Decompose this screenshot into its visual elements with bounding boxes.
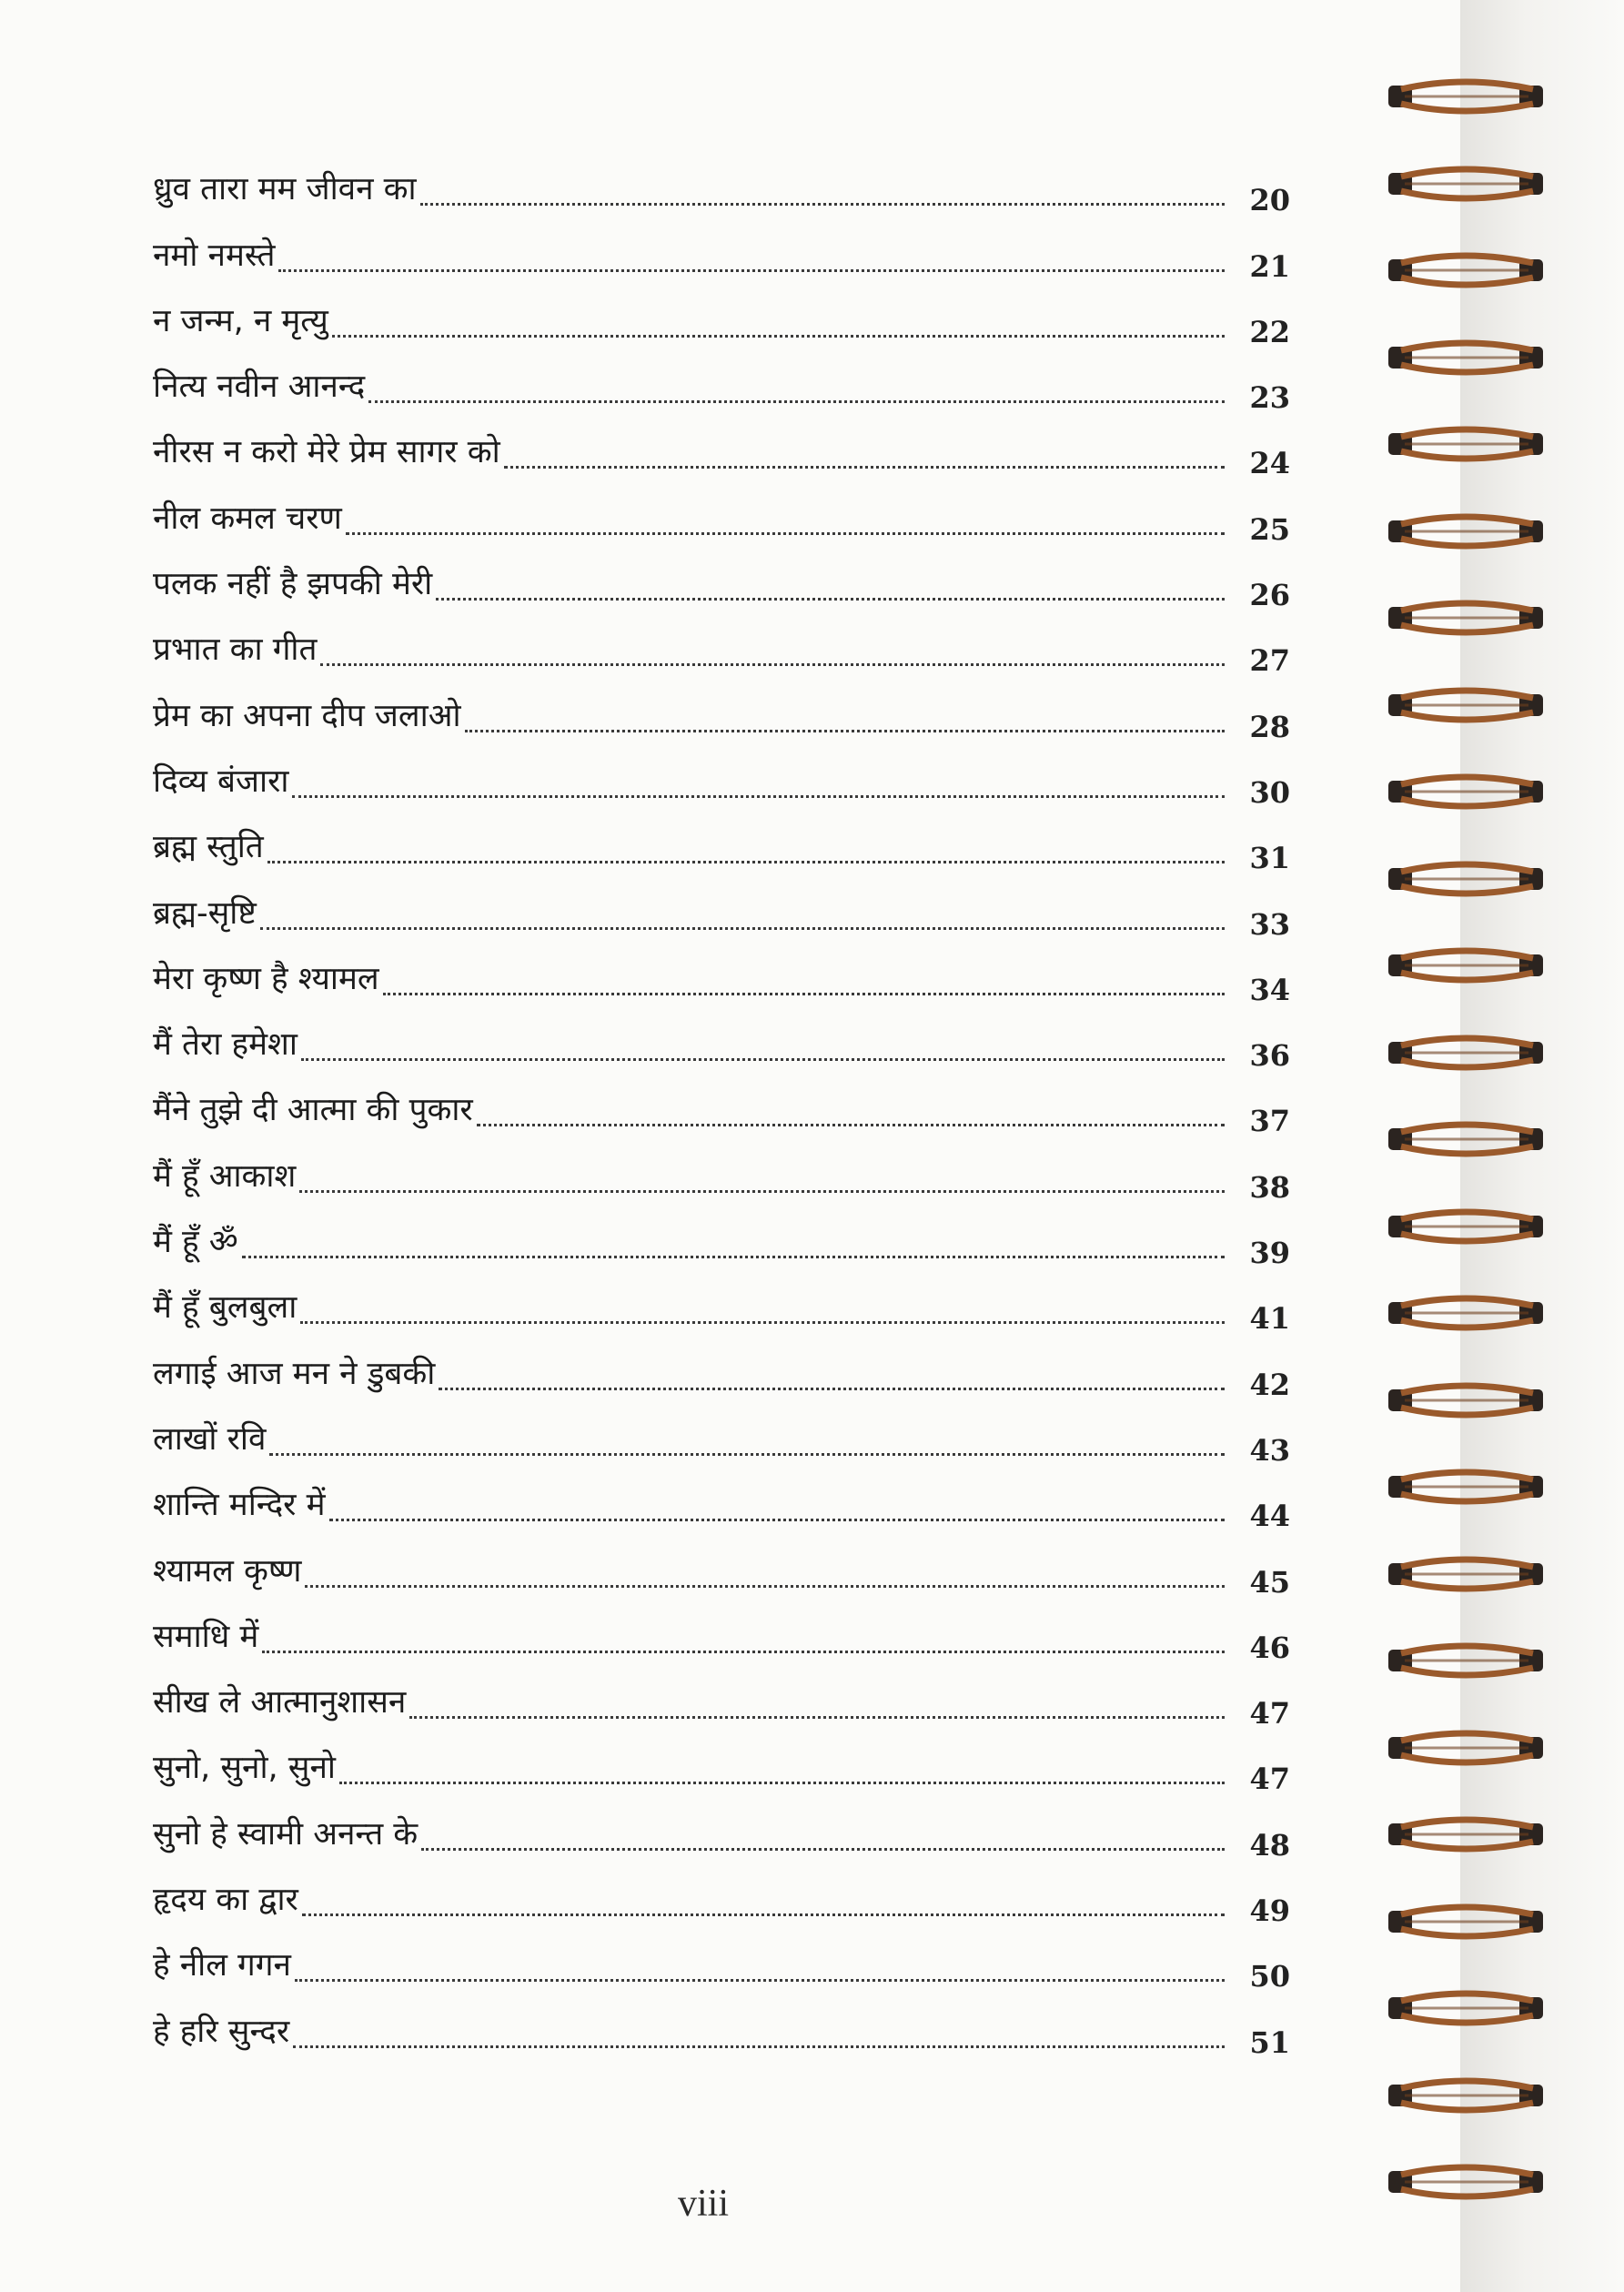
toc-entry [153,1405,1290,1470]
spiral-binding [1383,73,1547,2220]
toc-entry-page-number: 42 [1249,1367,1290,1402]
dot-leader [368,399,1225,403]
toc-entry [153,287,1290,352]
toc-entry-title: प्रभात का गीत [153,631,318,669]
toc-entry-title: सीख ले आत्मानुशासन [153,1684,407,1722]
toc-entry [153,878,1290,944]
toc-entry-title: ब्रह्म स्तुति [153,829,264,866]
toc-entry [153,1470,1290,1536]
toc-entry-title: हे हरि सुन्दर [153,2013,290,2050]
toc-entry-title: मेरा कृष्ण है श्यामल [153,960,379,997]
spiral-coil [1383,1203,1547,1250]
toc-entry-page-number: 51 [1249,2024,1290,2060]
dot-leader [346,531,1225,535]
toc-entry [153,681,1290,746]
toc-entry-page-number: 27 [1249,643,1290,679]
spiral-coil [1383,2072,1547,2119]
toc-entry [153,813,1290,878]
spiral-coil [1383,1029,1547,1076]
toc-entry-page-number: 50 [1249,1959,1290,1994]
toc-entry-page-number: 30 [1249,774,1290,810]
toc-entry-title: सुनो, सुनो, सुनो [153,1750,336,1787]
toc-entry-page-number: 38 [1249,1169,1290,1205]
dot-leader [262,1650,1225,1653]
dot-leader [477,1123,1225,1126]
toc-entry [153,155,1290,220]
toc-entry-title: मैं हूँ बुलबुला [153,1289,298,1327]
toc-entry-title: मैं हूँ ॐ [153,1224,238,1261]
dot-leader [332,334,1225,338]
spiral-coil [1383,160,1547,207]
toc-entry [153,1733,1290,1799]
toc-entry-title: हे नील गगन [153,1947,291,1984]
toc-entry [153,1536,1290,1601]
dot-leader [383,992,1225,995]
table-of-contents [153,155,1290,2063]
dot-leader [301,1057,1225,1061]
toc-entry-page-number: 44 [1249,1499,1290,1534]
spiral-coil [1383,334,1547,381]
toc-entry [153,1602,1290,1668]
dot-leader [300,1320,1225,1324]
toc-entry-page-number: 39 [1249,1236,1290,1271]
toc-entry [153,1338,1290,1404]
spiral-coil [1383,1637,1547,1684]
toc-entry [153,220,1290,286]
toc-entry-title: लगाई आज मन ने डुबकी [153,1355,436,1392]
toc-entry-title: दिव्य बंजारा [153,762,289,800]
dot-leader [409,1715,1225,1719]
dot-leader [292,794,1225,798]
dot-leader [339,1781,1225,1784]
dot-leader [269,1452,1225,1456]
toc-entry-title: प्रेम का अपना दीप जलाओ [153,697,461,734]
toc-entry-page-number: 49 [1249,1893,1290,1929]
toc-entry-title: लाखों रवि [153,1420,267,1458]
dot-leader [320,662,1225,666]
toc-entry-title: शान्ति मन्दिर में [153,1487,326,1524]
toc-entry [153,1141,1290,1207]
spiral-coil [1383,768,1547,815]
toc-entry-title: नीरस न करो मेरे प्रेम सागर को [153,434,500,471]
toc-entry [153,1799,1290,1864]
toc-entry-page-number: 36 [1249,1038,1290,1074]
toc-entry-page-number: 22 [1249,314,1290,349]
dot-leader [329,1518,1225,1521]
toc-entry [153,418,1290,483]
dot-leader [439,1387,1225,1390]
spiral-coil [1383,2158,1547,2206]
toc-entry-title: मैं तेरा हमेशा [153,1026,298,1064]
spiral-coil [1383,508,1547,555]
spiral-coil [1383,1898,1547,1945]
dot-leader [302,1913,1225,1916]
toc-entry-page-number: 47 [1249,1762,1290,1797]
toc-entry-page-number: 34 [1249,972,1290,1007]
toc-entry [153,1273,1290,1338]
toc-entry-page-number: 28 [1249,709,1290,744]
toc-entry-title: सुनो हे स्वामी अनन्त के [153,1815,419,1853]
spiral-coil [1383,247,1547,294]
dot-leader [293,2045,1225,2048]
toc-entry [153,747,1290,813]
toc-entry-page-number: 26 [1249,578,1290,613]
spiral-coil [1383,1550,1547,1598]
toc-entry-page-number: 45 [1249,1564,1290,1600]
toc-entry [153,550,1290,615]
spiral-coil [1383,594,1547,641]
dot-leader [305,1584,1225,1588]
spiral-coil [1383,73,1547,120]
dot-leader [421,1847,1225,1851]
toc-entry-title: ध्रुव तारा मम जीवन का [153,171,417,208]
toc-entry-page-number: 37 [1249,1104,1290,1139]
dot-leader [504,465,1225,469]
dot-leader [465,729,1225,732]
toc-entry-title: मैंने तुझे दी आत्मा की पुकार [153,1092,473,1129]
toc-entry-page-number: 21 [1249,248,1290,284]
toc-entry-page-number: 47 [1249,1696,1290,1732]
dot-leader [436,597,1225,601]
toc-entry-title: न जन्म, न मृत्यु [153,302,328,339]
toc-entry-page-number: 43 [1249,1432,1290,1468]
spiral-coil [1383,1463,1547,1510]
page-folio: viii [678,2183,730,2225]
toc-entry-page-number: 46 [1249,1630,1290,1665]
toc-entry [153,615,1290,681]
spiral-coil [1383,682,1547,729]
toc-entry-page-number: 48 [1249,1827,1290,1863]
toc-entry-page-number: 41 [1249,1301,1290,1337]
dot-leader [299,1189,1225,1193]
dot-leader [295,1978,1225,1982]
toc-entry-page-number: 24 [1249,446,1290,481]
spiral-coil [1383,1984,1547,2032]
dot-leader [267,860,1225,863]
spiral-coil [1383,942,1547,989]
toc-entry-title: नील कमल चरण [153,500,342,537]
toc-entry [153,1207,1290,1273]
dot-leader [260,926,1225,930]
spiral-coil [1383,1811,1547,1858]
toc-entry-page-number: 20 [1249,183,1290,218]
spiral-coil [1383,1289,1547,1337]
toc-entry-page-number: 25 [1249,511,1290,547]
toc-entry [153,352,1290,418]
spiral-coil [1383,420,1547,468]
spiral-coil [1383,1377,1547,1424]
toc-entry [153,1931,1290,1996]
toc-entry-page-number: 23 [1249,380,1290,416]
toc-entry [153,1010,1290,1075]
toc-entry-title: समाधि में [153,1618,259,1655]
spiral-coil [1383,1724,1547,1772]
spiral-coil [1383,1116,1547,1163]
dot-leader [420,202,1225,206]
dot-leader [242,1255,1225,1258]
spiral-coil [1383,855,1547,903]
toc-entry-title: नमो नमस्ते [153,237,276,274]
toc-entry-title: नित्य नवीन आनन्द [153,369,366,406]
toc-entry-title: पलक नहीं है झपकी मेरी [153,566,433,603]
toc-entry [153,483,1290,549]
toc-entry-page-number: 33 [1249,906,1290,942]
toc-entry-title: मैं हूँ आकाश [153,1157,297,1195]
toc-entry [153,1668,1290,1733]
toc-entry [153,1996,1290,2062]
toc-entry-title: ब्रह्म-सृष्टि [153,894,257,932]
toc-entry-title: श्यामल कृष्ण [153,1552,302,1590]
dot-leader [278,268,1225,272]
toc-entry [153,944,1290,1010]
toc-entry-title: हृदय का द्वार [153,1882,298,1919]
toc-entry [153,1865,1290,1931]
toc-entry [153,1075,1290,1141]
toc-entry-page-number: 31 [1249,841,1290,876]
